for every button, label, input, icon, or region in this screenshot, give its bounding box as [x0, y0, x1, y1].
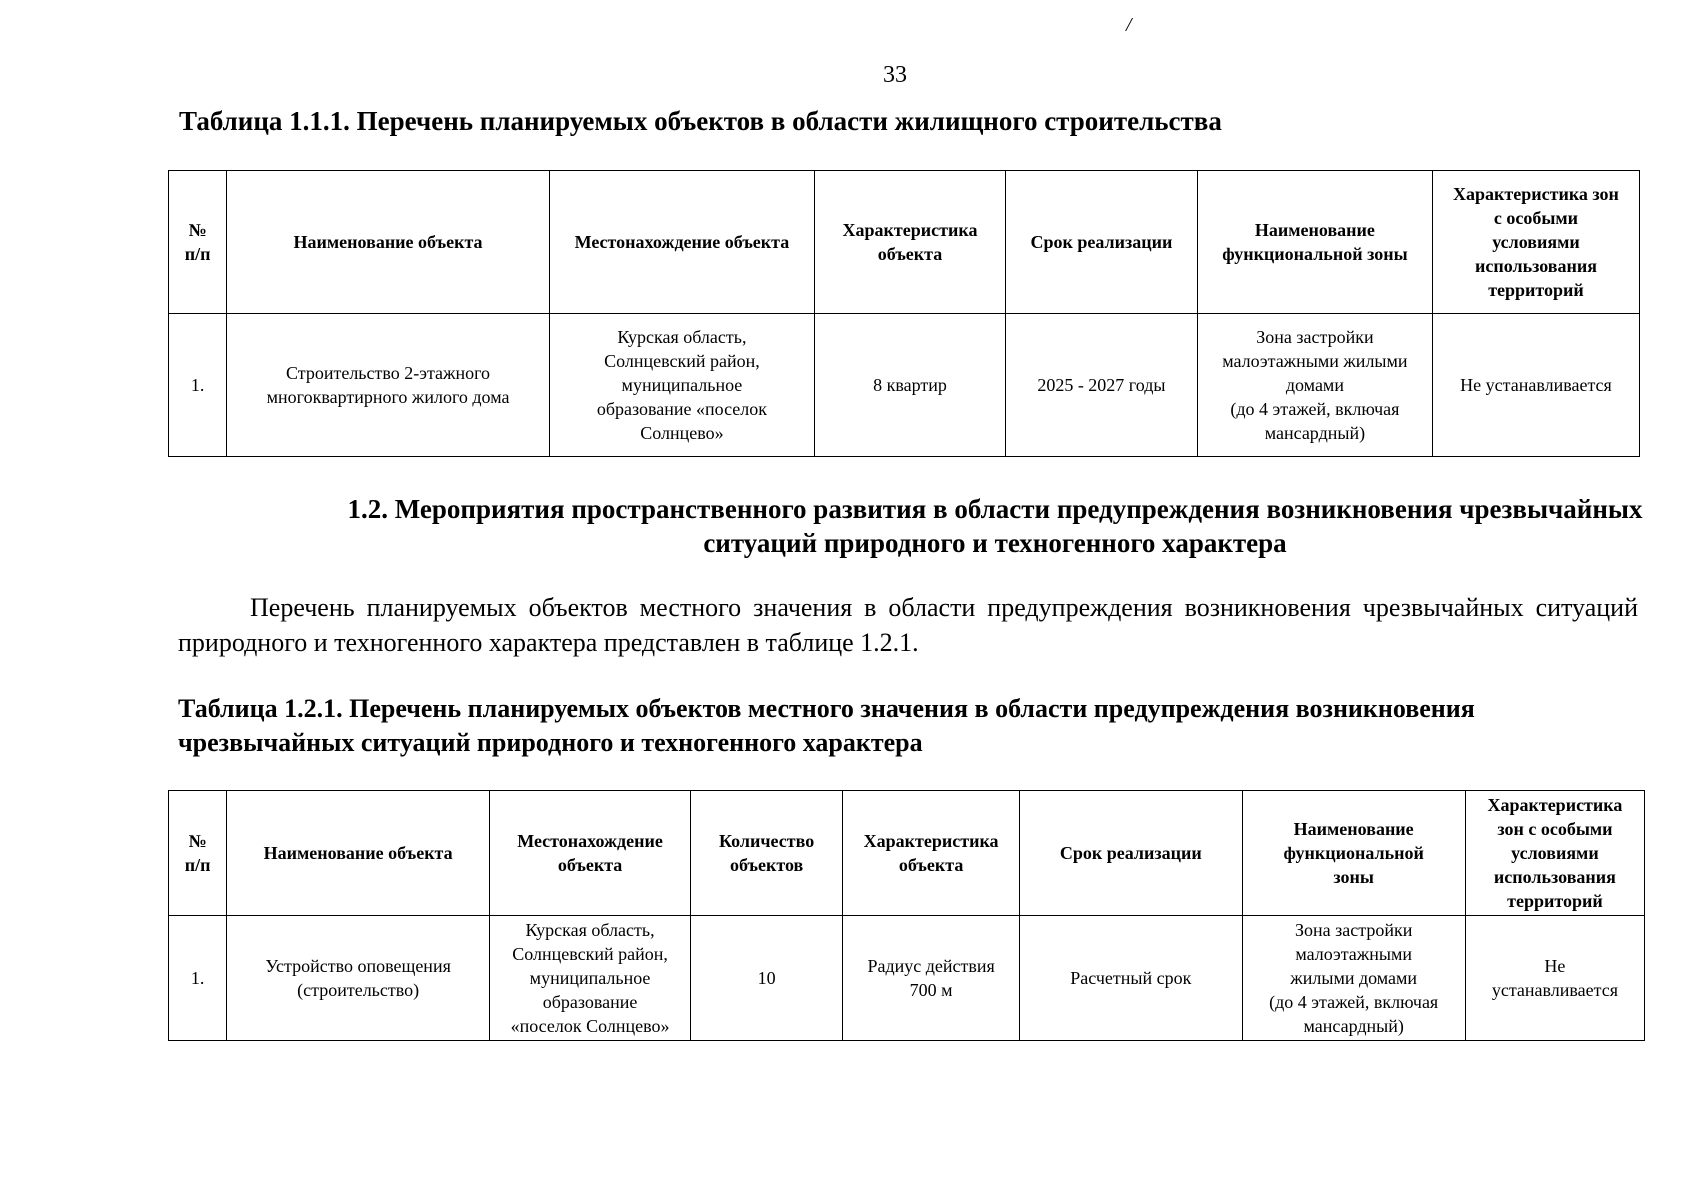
- table2-caption-line: чрезвычайных ситуаций природного и техногенного характера: [178, 728, 923, 757]
- cell-line: Расчетный срок: [1070, 968, 1192, 988]
- cell-line: Количество: [719, 831, 815, 851]
- cell-line: Наименование объекта: [263, 843, 453, 863]
- cell-line: территорий: [1488, 280, 1584, 300]
- cell-line: функциональной зоны: [1222, 244, 1408, 264]
- cell-line: с особыми: [1493, 208, 1579, 228]
- table2-caption: [178, 692, 1638, 760]
- table-cell: [1005, 314, 1197, 457]
- table-header-cell: [489, 791, 690, 916]
- cell-line: объектов: [729, 855, 804, 875]
- table-header-cell: [227, 171, 550, 314]
- cell-line: Срок реализации: [1030, 232, 1173, 252]
- table-cell: [489, 916, 690, 1041]
- cell-line: (до 4 этажей, включая: [1230, 399, 1400, 419]
- table-cell: [1432, 314, 1639, 457]
- table-cell: [169, 916, 227, 1041]
- cell-line: Курская область,: [617, 327, 747, 347]
- cell-line: Курская область,: [525, 920, 655, 940]
- cell-line: устанавливается: [1491, 980, 1619, 1000]
- cell-line: Солнцево»: [640, 423, 724, 443]
- cell-line: образование «поселок: [596, 399, 767, 419]
- cell-line: Местонахождение объекта: [574, 232, 790, 252]
- table-header-cell: [843, 791, 1020, 916]
- table-header-cell: [169, 791, 227, 916]
- cell-line: использования: [1493, 867, 1616, 887]
- cell-line: малоэтажными: [1295, 944, 1412, 964]
- cell-line: п/п: [184, 855, 211, 875]
- cell-line: 1.: [190, 375, 205, 395]
- cell-line: №: [188, 220, 207, 240]
- table-cell: [1242, 916, 1465, 1041]
- table-header-cell: [1020, 791, 1242, 916]
- table-cell: [1020, 916, 1242, 1041]
- table2-header-row: [169, 791, 1645, 916]
- cell-line: объекта: [877, 244, 943, 264]
- table-header-cell: [227, 791, 490, 916]
- cell-line: территорий: [1507, 891, 1603, 911]
- section-paragraph: Перечень планируемых объектов местного значения в области предупреждения возникновения чрезвычайных ситуаций природного и техногенного характера представлен в таблице 1.2.1.: [178, 593, 1638, 657]
- table-header-cell: [1465, 791, 1644, 916]
- table-header-cell: [815, 171, 1006, 314]
- cell-line: многоквартирного жилого дома: [266, 387, 510, 407]
- table1: [168, 170, 1640, 457]
- cell-line: Зона застройки: [1256, 327, 1374, 347]
- table-cell: [843, 916, 1020, 1041]
- cell-line: (до 4 этажей, включая: [1269, 992, 1439, 1012]
- section-heading-line: ситуаций природного и техногенного характера: [703, 528, 1287, 558]
- cell-line: зон с особыми: [1497, 819, 1613, 839]
- table-header-cell: [549, 171, 814, 314]
- margin-mark: /: [1126, 14, 1132, 36]
- table2: [168, 790, 1645, 1041]
- table-cell: [1197, 314, 1432, 457]
- cell-line: Не: [1544, 956, 1566, 976]
- cell-line: условиями: [1511, 843, 1599, 863]
- table1-header-row: [169, 171, 1640, 314]
- cell-line: Радиус действия: [867, 956, 995, 976]
- table1-caption: Таблица 1.1.1. Перечень планируемых объектов в области жилищного строительства: [179, 106, 1222, 136]
- cell-line: объекта: [898, 855, 964, 875]
- cell-line: №: [188, 831, 207, 851]
- cell-line: использования: [1474, 256, 1597, 276]
- cell-line: муниципальное: [621, 375, 743, 395]
- table-cell: [227, 314, 550, 457]
- cell-line: Солнцевский район,: [604, 351, 760, 371]
- table-cell: [691, 916, 843, 1041]
- cell-line: мансардный): [1264, 423, 1366, 443]
- cell-line: 2025 - 2027 годы: [1037, 375, 1166, 395]
- cell-line: Солнцевский район,: [512, 944, 668, 964]
- cell-line: Строительство 2-этажного: [285, 363, 491, 383]
- table-cell: [549, 314, 814, 457]
- section-heading: [185, 492, 1707, 560]
- table-header-cell: [1197, 171, 1432, 314]
- table-header-cell: [691, 791, 843, 916]
- table-cell: [1465, 916, 1644, 1041]
- cell-line: Наименование объекта: [293, 232, 483, 252]
- cell-line: Характеристика зон: [1453, 184, 1619, 204]
- table2-caption-line: Таблица 1.2.1. Перечень планируемых объектов местного значения в области предупреждения возникновения: [178, 694, 1475, 723]
- table1-body: [169, 314, 1640, 457]
- table-cell: [815, 314, 1006, 457]
- cell-line: мансардный): [1303, 1016, 1404, 1036]
- cell-line: 700 м: [909, 980, 953, 1000]
- cell-line: Характеристика: [842, 220, 978, 240]
- cell-line: Устройство оповещения: [265, 956, 451, 976]
- cell-line: Срок реализации: [1059, 843, 1202, 863]
- table-header-cell: [1242, 791, 1465, 916]
- cell-line: объекта: [557, 855, 623, 875]
- cell-line: п/п: [184, 244, 211, 264]
- table-cell: [169, 314, 227, 457]
- table-row: [169, 314, 1640, 457]
- cell-line: (строительство): [297, 980, 420, 1000]
- cell-line: 1.: [190, 968, 205, 988]
- cell-line: 10: [757, 968, 776, 988]
- section-heading-line: 1.2. Мероприятия пространственного развития в области предупреждения возникновения чрезвычайных: [347, 494, 1643, 524]
- cell-line: муниципальное: [529, 968, 651, 988]
- cell-line: домами: [1285, 375, 1344, 395]
- cell-line: функциональной: [1283, 843, 1424, 863]
- cell-line: «поселок Солнцево»: [510, 1016, 670, 1036]
- cell-line: Характеристика: [863, 831, 999, 851]
- cell-line: Зона застройки: [1295, 920, 1413, 940]
- cell-line: Характеристика: [1487, 795, 1623, 815]
- cell-line: 8 квартир: [873, 375, 947, 395]
- cell-line: Местонахождение: [517, 831, 663, 851]
- cell-line: Не устанавливается: [1460, 375, 1612, 395]
- table-cell: [227, 916, 490, 1041]
- table-row: [169, 916, 1645, 1041]
- page-number: 33: [883, 62, 907, 88]
- cell-line: зоны: [1333, 867, 1374, 887]
- cell-line: жилыми домами: [1290, 968, 1418, 988]
- cell-line: Наименование: [1254, 220, 1375, 240]
- cell-line: условиями: [1492, 232, 1580, 252]
- cell-line: образование: [542, 992, 638, 1012]
- table2-body: [169, 916, 1645, 1041]
- table-header-cell: [169, 171, 227, 314]
- cell-line: Наименование: [1293, 819, 1414, 839]
- cell-line: малоэтажными жилыми: [1222, 351, 1408, 371]
- table-header-cell: [1005, 171, 1197, 314]
- table-header-cell: [1432, 171, 1639, 314]
